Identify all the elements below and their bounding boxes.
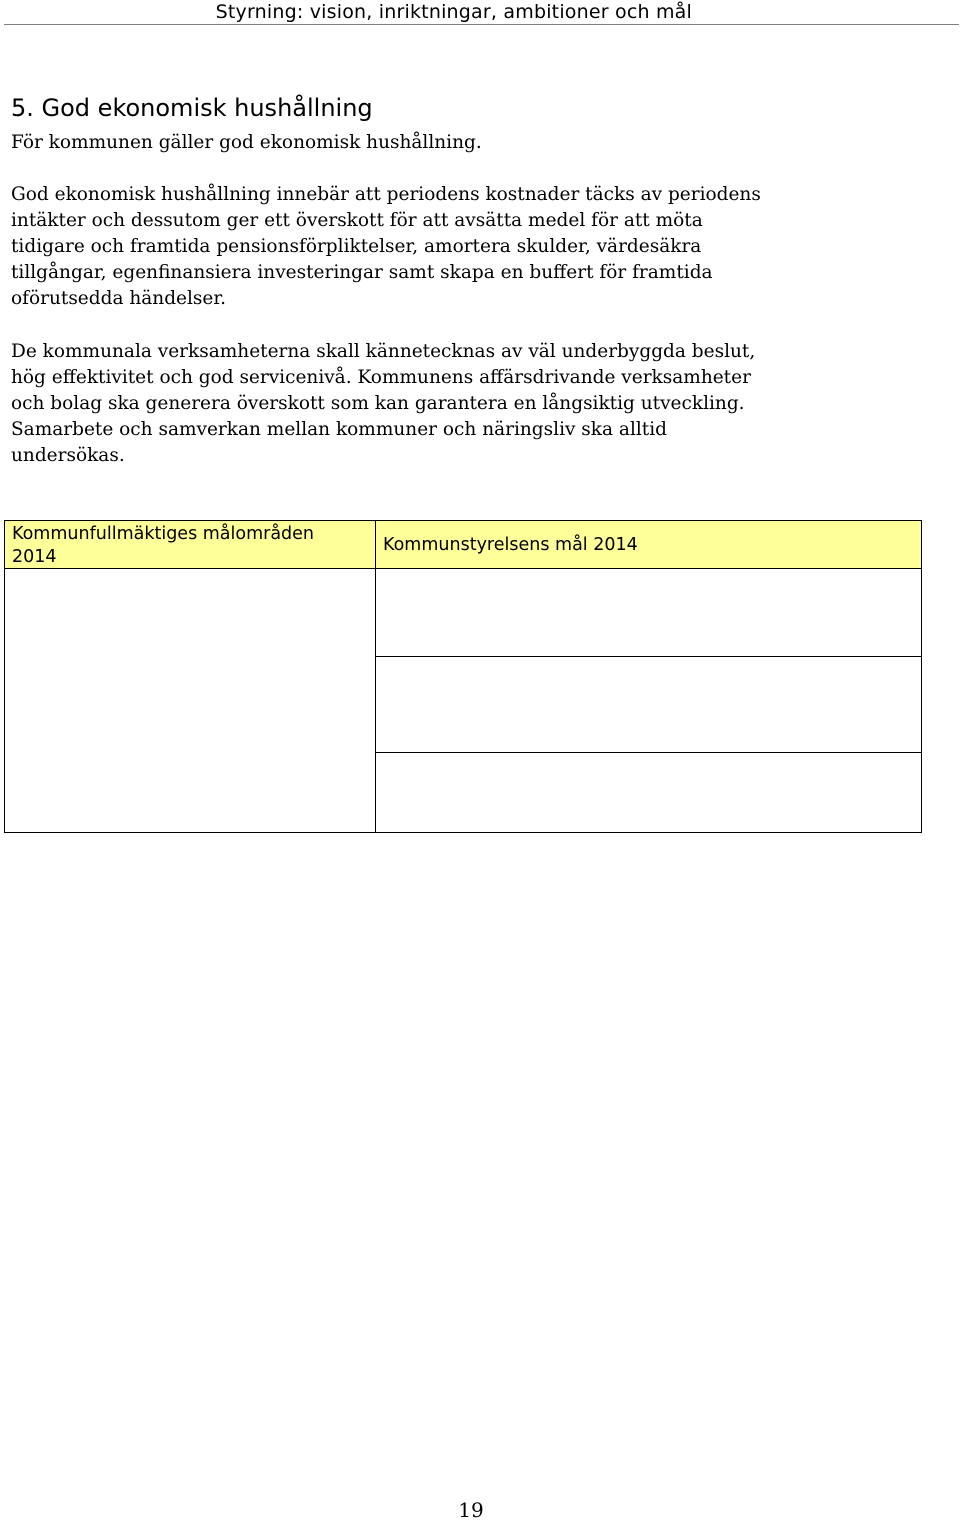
paragraph-economic-management: [11, 182, 956, 312]
running-header-title: Styrning: vision, inriktningar, ambitioner och mål: [215, 1, 692, 23]
paragraph-municipal-operations: [11, 339, 956, 469]
goals-table: [4, 520, 922, 833]
running-header: [0, 0, 960, 26]
table-cell-goal-area: [5, 569, 376, 832]
table-cell-board-goal: [376, 753, 921, 832]
table-header-council-goal-areas: [5, 521, 376, 569]
paragraph-line: tidigare och framtida pensionsförpliktelser, amortera skulder, värdesäkra: [11, 236, 702, 257]
page-number: 19: [458, 1498, 484, 1522]
paragraph-line: hög effektivitet och god servicenivå. Kommunens affärsdrivande verksamheter: [11, 367, 751, 388]
paragraph-line: intäkter och dessutom ger ett överskott för att avsätta medel för att möta: [11, 210, 703, 231]
paragraph-line: oförutsedda händelser.: [11, 288, 227, 309]
paragraph-line: och bolag ska generera överskott som kan garantera en långsiktig utveckling.: [11, 393, 745, 414]
table-header-line: Kommunfullmäktiges målområden: [12, 524, 315, 544]
paragraph-line: undersökas.: [11, 445, 125, 466]
table-header-board-goals: Kommunstyrelsens mål 2014: [376, 521, 921, 569]
section-title: 5. God ekonomisk hushållning: [11, 94, 373, 122]
table-cell-board-goal: [376, 657, 921, 753]
paragraph-line: God ekonomisk hushållning innebär att periodens kostnader täcks av periodens: [11, 184, 761, 205]
paragraph-line: tillgångar, egenfinansiera investeringar samt skapa en buffert för framtida: [11, 262, 713, 283]
paragraph-line: Samarbete och samverkan mellan kommuner och näringsliv ska alltid: [11, 419, 667, 440]
paragraph-line: De kommunala verksamheterna skall kännetecknas av väl underbyggda beslut,: [11, 341, 756, 362]
table-cell-board-goal: [376, 569, 921, 657]
header-divider: [4, 24, 959, 25]
table-header-line: 2014: [12, 547, 57, 567]
intro-paragraph: För kommunen gäller god ekonomisk hushållning.: [11, 132, 482, 153]
